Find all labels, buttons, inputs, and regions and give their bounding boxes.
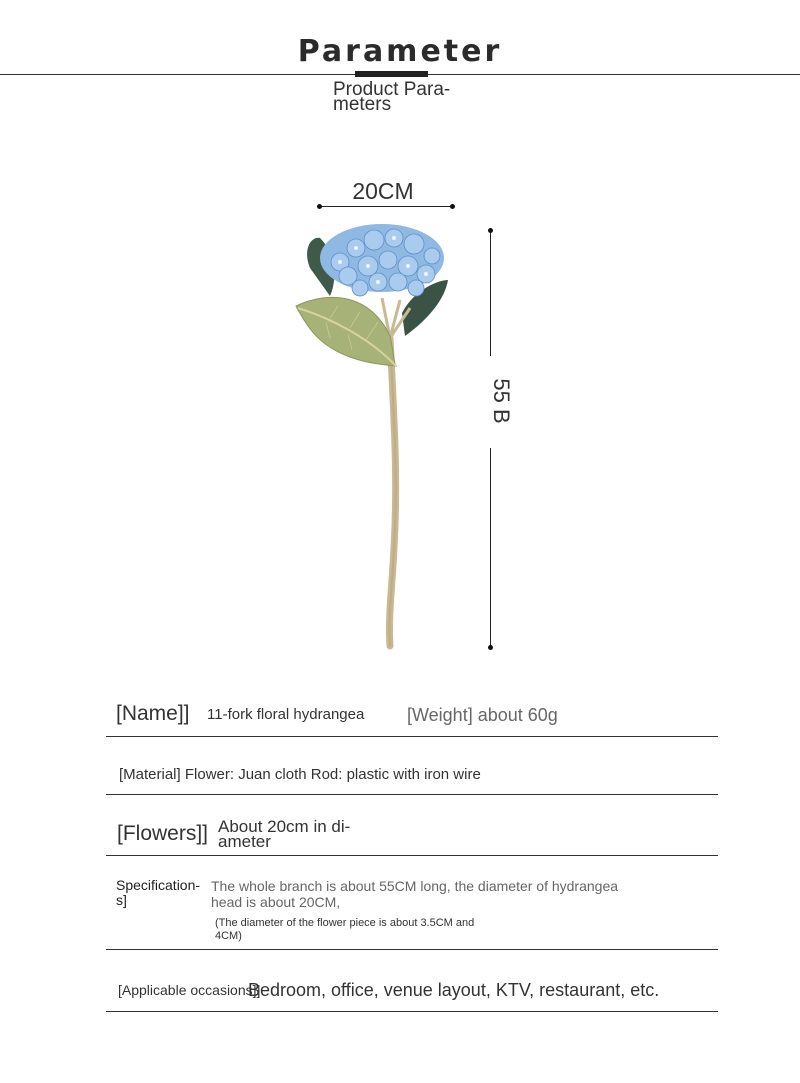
hydrangea-product-image: [290, 218, 460, 650]
page-title: Parameter: [297, 34, 503, 69]
row-divider: [106, 1011, 718, 1012]
occasions-value: Bedroom, office, venue layout, KTV, restaurant, etc.: [248, 980, 660, 1000]
width-dimension-line: [319, 206, 453, 207]
row-divider: [106, 949, 718, 950]
row-divider: [106, 855, 718, 856]
page-subtitle: Product Para-meters: [333, 79, 451, 115]
flowers-label: [Flowers]]: [117, 822, 209, 845]
width-dimension-end-dot: [450, 204, 455, 209]
specification-label: Specification-s]: [116, 877, 201, 908]
material-value: [Material] Flower: Juan cloth Rod: plastic with iron wire: [119, 766, 481, 783]
title-underline-bar: [355, 71, 428, 77]
height-dimension-top-dot: [488, 228, 493, 233]
flowers-value: About 20cm in di-ameter: [218, 817, 351, 851]
specification-value: The whole branch is about 55CM long, the diameter of hydrangea head is about 20CM,: [211, 878, 619, 910]
occasions-label: [Applicable occasions]]: [118, 982, 261, 998]
row-divider: [106, 736, 718, 737]
height-dimension-label: 55 B: [489, 378, 514, 424]
name-label: [Name]]: [116, 702, 190, 725]
width-dimension-start-dot: [317, 204, 322, 209]
weight-value: [Weight] about 60g: [407, 705, 558, 725]
width-dimension-label: 20CM: [352, 178, 414, 204]
height-dimension-bottom-dot: [488, 645, 493, 650]
name-value: 11-fork floral hydrangea: [207, 706, 365, 723]
specification-note: (The diameter of the flower piece is about 3.5CM and 4CM): [215, 917, 475, 942]
row-divider: [106, 794, 718, 795]
